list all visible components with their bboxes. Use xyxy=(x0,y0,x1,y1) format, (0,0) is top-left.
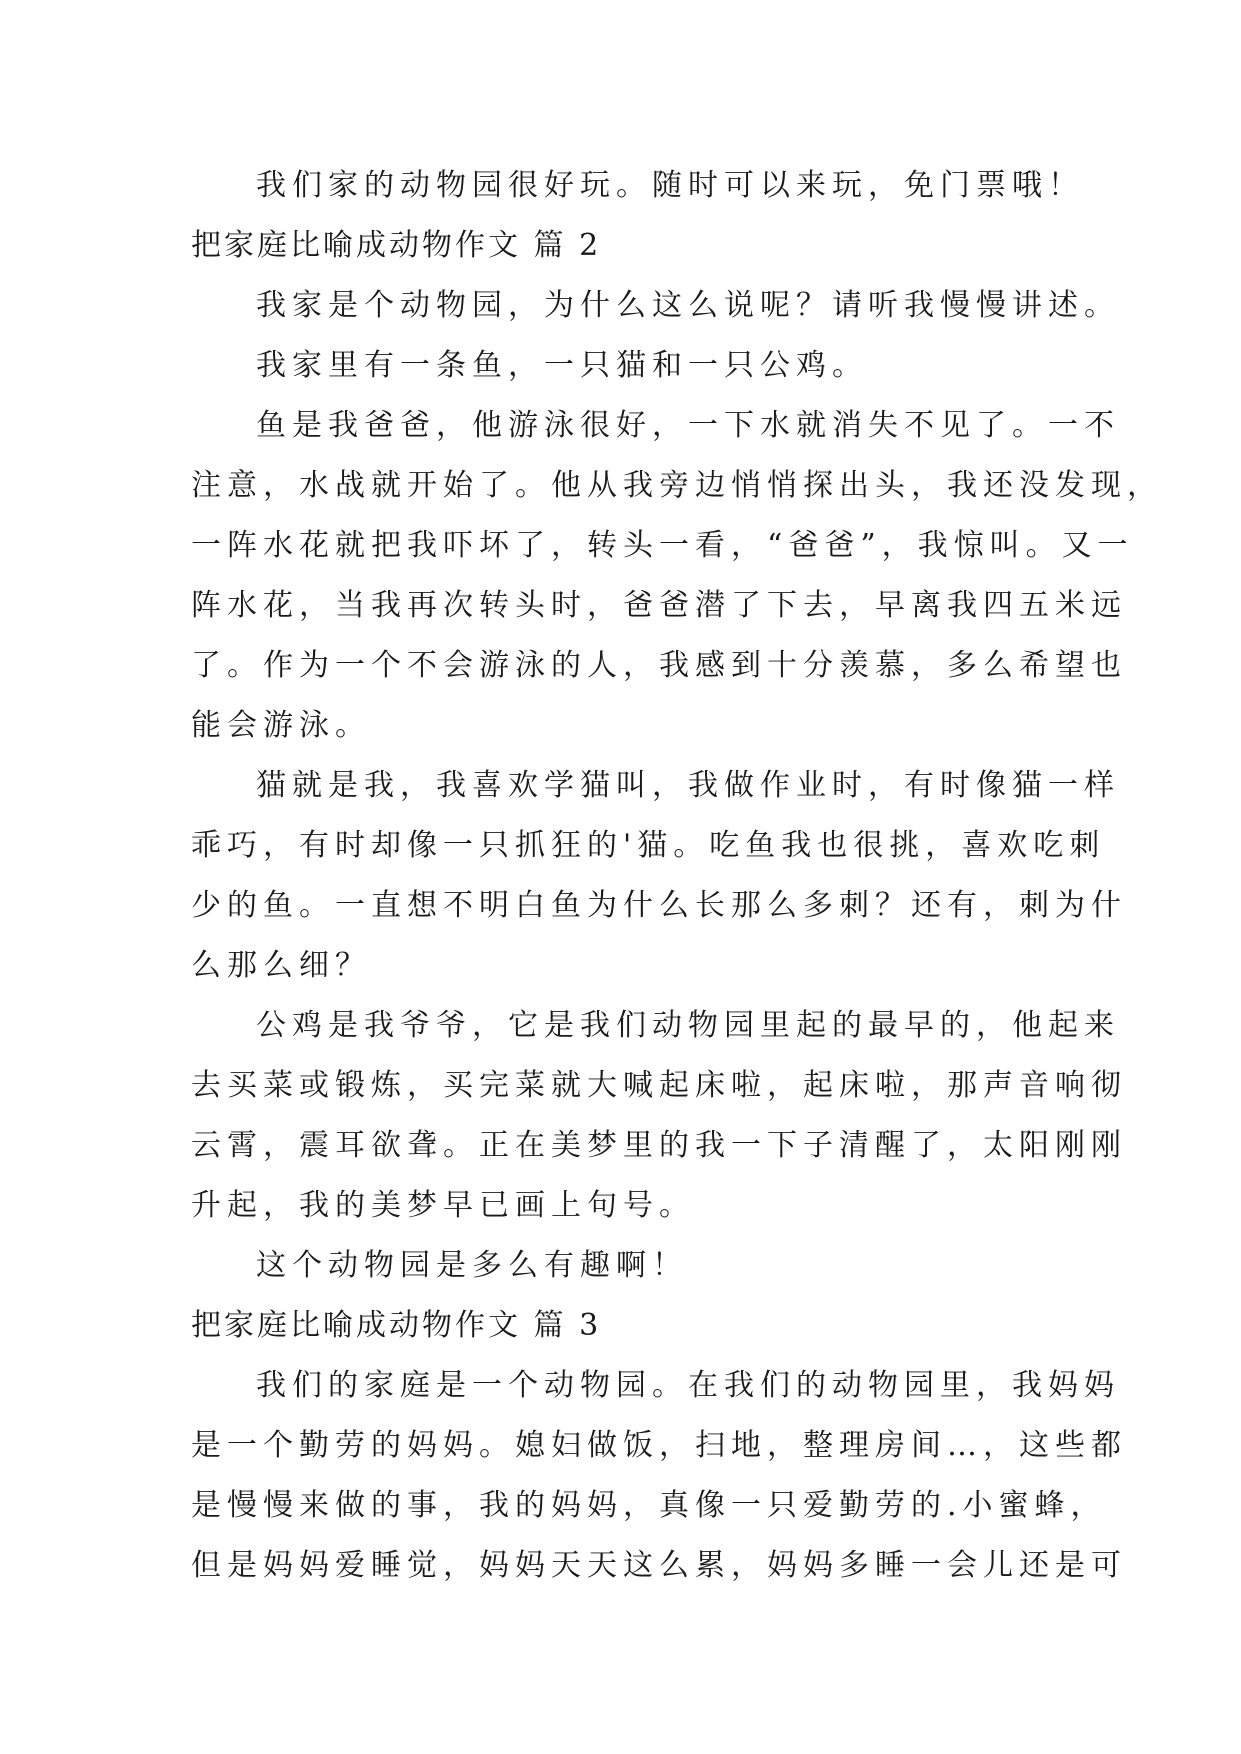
paragraph-line: 我家里有一条鱼，一只猫和一只公鸡。 xyxy=(256,348,868,383)
paragraph-line: 鱼是我爸爸，他游泳很好，一下水就消失不见了。一不 xyxy=(256,408,1120,443)
paragraph-line: 乖巧，有时却像一只抓狂的'猫。吃鱼我也很挑，喜欢吃刺 xyxy=(191,828,1106,863)
paragraph-line: 猫就是我，我喜欢学猫叫，我做作业时，有时像猫一样 xyxy=(256,768,1120,803)
section-heading: 把家庭比喻成动物作文 篇 3 xyxy=(191,1308,602,1343)
paragraph-line: 是一个勤劳的妈妈。媳妇做饭，扫地，整理房间…，这些都 xyxy=(191,1428,1127,1463)
paragraph-line: 我家是个动物园，为什么这么说呢？请听我慢慢讲述。 xyxy=(256,288,1120,323)
paragraph-line: 升起，我的美梦早已画上句号。 xyxy=(191,1188,695,1223)
paragraph-line: 但是妈妈爱睡觉，妈妈天天这么累，妈妈多睡一会儿还是可 xyxy=(191,1548,1127,1583)
paragraph-line: 少的鱼。一直想不明白鱼为什么长那么多刺？还有，刺为什 xyxy=(191,888,1127,923)
paragraph-line: 我们的家庭是一个动物园。在我们的动物园里，我妈妈 xyxy=(256,1368,1120,1403)
paragraph-line: 一阵水花就把我吓坏了，转头一看，“爸爸”，我惊叫。又一 xyxy=(191,528,1134,563)
paragraph-line: 公鸡是我爷爷，它是我们动物园里起的最早的，他起来 xyxy=(256,1008,1120,1043)
paragraph-line: 了。作为一个不会游泳的人，我感到十分羡慕，多么希望也 xyxy=(191,648,1127,683)
paragraph-line: 我们家的动物园很好玩。随时可以来玩，免门票哦！ xyxy=(256,168,1084,203)
paragraph-line: 阵水花，当我再次转头时，爸爸潜了下去，早离我四五米远 xyxy=(191,588,1127,623)
paragraph-line: 么那么细？ xyxy=(191,948,371,983)
paragraph-line: 注意，水战就开始了。他从我旁边悄悄探出头，我还没发现， xyxy=(191,468,1163,503)
paragraph-line: 云霄，震耳欲聋。正在美梦里的我一下子清醒了，太阳刚刚 xyxy=(191,1128,1127,1163)
section-heading: 把家庭比喻成动物作文 篇 2 xyxy=(191,228,602,263)
paragraph-line: 能会游泳。 xyxy=(191,708,371,743)
paragraph-line: 是慢慢来做的事，我的妈妈，真像一只爱勤劳的.小蜜蜂， xyxy=(191,1488,1107,1523)
paragraph-line: 去买菜或锻炼，买完菜就大喊起床啦，起床啦，那声音响彻 xyxy=(191,1068,1127,1103)
paragraph-line: 这个动物园是多么有趣啊！ xyxy=(256,1248,688,1283)
